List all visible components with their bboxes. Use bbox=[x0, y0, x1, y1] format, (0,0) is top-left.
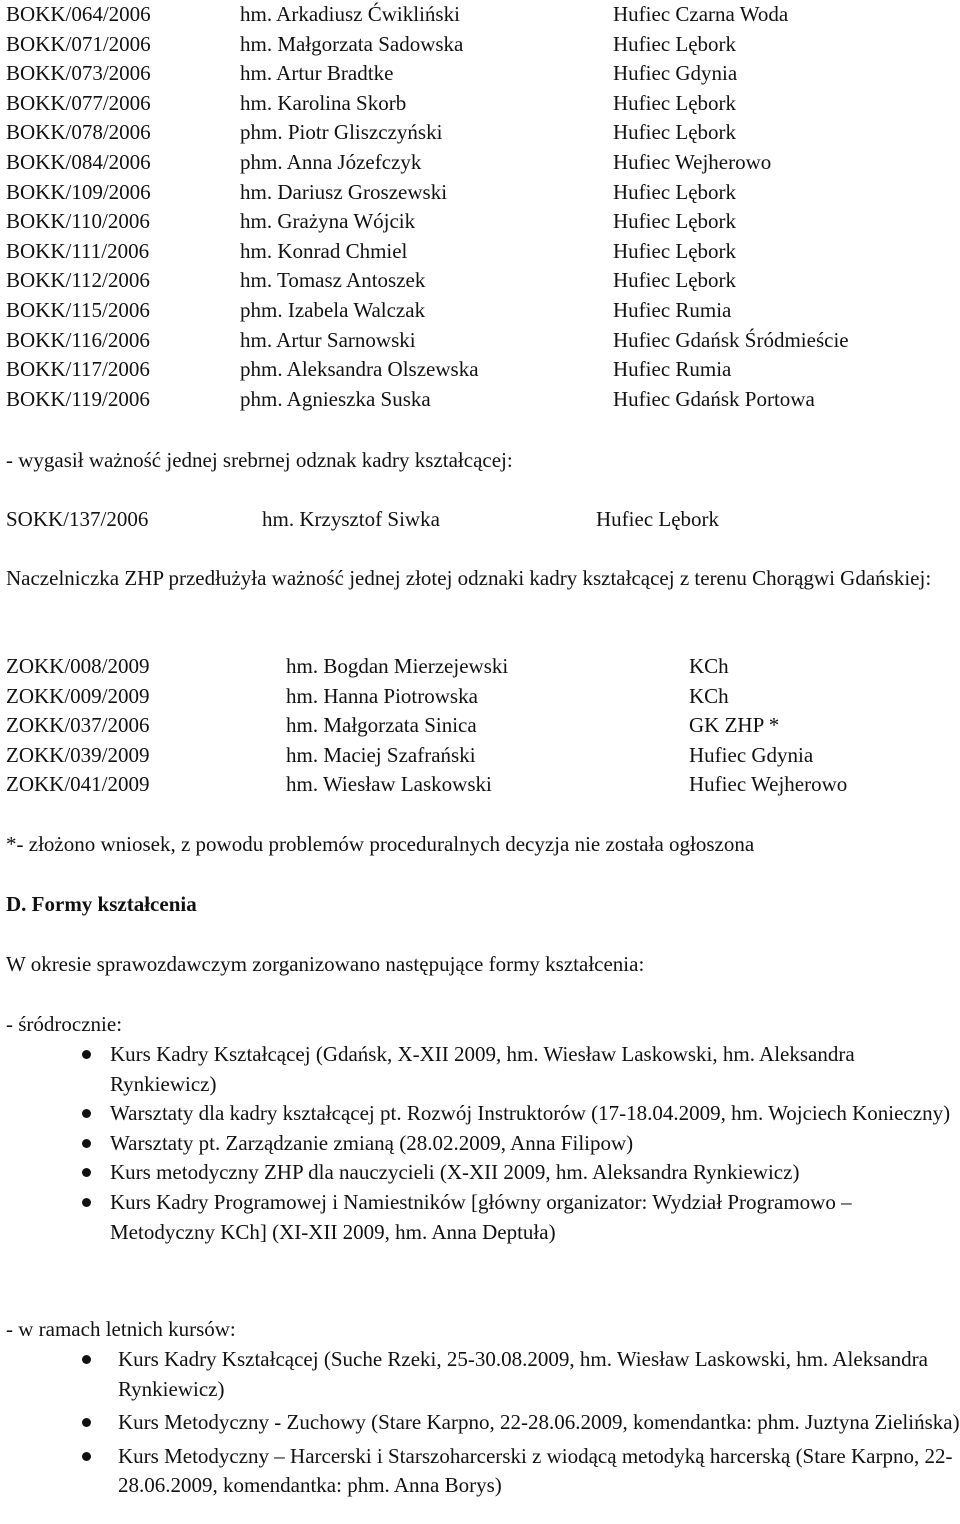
unit-name: Hufiec Lębork bbox=[613, 90, 737, 115]
table-row bbox=[0, 30, 960, 60]
person-name: hm. Konrad Chmiel bbox=[240, 238, 408, 263]
table-row bbox=[0, 89, 960, 119]
badge-number: BOKK/116/2006 bbox=[6, 327, 150, 352]
list-item-text: Kurs Kadry Kształcącej (Suche Rzeki, 25-30.08.2009, hm. Wiesław Laskowski, hm. Aleksandra Rynkiewicz) bbox=[118, 1347, 928, 1401]
gold-extension-text: Naczelniczka ZHP przedłużyła ważność jednej złotej odznaki kadry kształcącej z terenu Chorągwi Gdańskiej: bbox=[6, 566, 932, 590]
person-name: phm. Piotr Gliszczyński bbox=[240, 120, 443, 145]
person-name: hm. Artur Sarnowski bbox=[240, 327, 416, 352]
table-row bbox=[0, 148, 960, 178]
list-item-text: Kurs Kadry Programowej i Namiestników [główny organizator: Wydział Programowo – Metodyczny KCh] (XI-XII 2009, hm. Anna Deptuła) bbox=[110, 1189, 852, 1244]
bullet-icon bbox=[82, 1452, 91, 1461]
badge-number: BOKK/078/2006 bbox=[6, 120, 151, 145]
unit-name: Hufiec Lębork bbox=[613, 120, 737, 145]
unit-name: KCh bbox=[689, 654, 729, 678]
bronze-badge-table bbox=[0, 0, 960, 414]
person-name: hm. Małgorzata Sinica bbox=[286, 713, 477, 738]
list-item bbox=[118, 1408, 960, 1438]
gold-badge-table bbox=[0, 652, 960, 800]
table-row bbox=[0, 118, 960, 148]
list-item bbox=[118, 1345, 960, 1404]
badge-number: ZOKK/009/2009 bbox=[6, 683, 150, 708]
unit-name: Hufiec Czarna Woda bbox=[613, 2, 789, 26]
unit-name: Hufiec Lębork bbox=[613, 209, 737, 234]
intro-text: W okresie sprawozdawczym zorganizowano następujące formy kształcenia: bbox=[6, 952, 645, 976]
person-name: hm. Krzysztof Siwka bbox=[262, 507, 440, 531]
bullet-icon bbox=[82, 1355, 91, 1364]
table-row bbox=[0, 59, 960, 89]
person-name: hm. Dariusz Groszewski bbox=[240, 179, 448, 204]
person-name: hm. Małgorzata Sadowska bbox=[240, 31, 464, 56]
list-item-text: Kurs Metodyczny – Harcerski i Starszoharcerski z wiodącą metodyką harcerską (Stare Karpno, 22-28.06.2009, komendantka: phm. Anna Borys) bbox=[118, 1443, 953, 1498]
person-name: hm. Karolina Skorb bbox=[240, 90, 407, 115]
bullet-icon bbox=[82, 1418, 91, 1427]
footnote: *- złożono wniosek, z powodu problemów proceduralnych decyzja nie została ogłoszona bbox=[6, 832, 755, 856]
table-row bbox=[0, 682, 960, 712]
person-name: hm. Hanna Piotrowska bbox=[286, 683, 478, 708]
badge-number: BOKK/077/2006 bbox=[6, 90, 151, 115]
list-item bbox=[110, 1129, 960, 1159]
badge-number: ZOKK/037/2006 bbox=[6, 713, 150, 738]
table-row bbox=[0, 770, 960, 800]
badge-number: BOKK/064/2006 bbox=[6, 2, 151, 26]
person-name: hm. Tomasz Antoszek bbox=[240, 268, 426, 293]
section-title: D. Formy kształcenia bbox=[6, 892, 197, 916]
table-row bbox=[0, 0, 960, 30]
unit-name: Hufiec Rumia bbox=[613, 357, 732, 382]
bullet-icon bbox=[82, 1050, 91, 1059]
unit-name: Hufiec Gdańsk Śródmieście bbox=[613, 327, 849, 352]
badge-number: BOKK/110/2006 bbox=[6, 209, 150, 234]
summer-label: - w ramach letnich kursów: bbox=[6, 1317, 236, 1341]
list-item-text: Kurs metodyczny ZHP dla nauczycieli (X-XII 2009, hm. Aleksandra Rynkiewicz) bbox=[110, 1160, 800, 1185]
table-row bbox=[0, 652, 960, 682]
unit-name: Hufiec Lębork bbox=[613, 31, 737, 56]
badge-number: BOKK/117/2006 bbox=[6, 357, 150, 382]
unit-name: KCh bbox=[689, 683, 729, 708]
list-item-text: Kurs Metodyczny - Zuchowy (Stare Karpno, 22-28.06.2009, komendantka: phm. Juztyna Zielińska) bbox=[118, 1410, 960, 1435]
badge-number: BOKK/119/2006 bbox=[6, 386, 150, 411]
badge-number: SOKK/137/2006 bbox=[6, 507, 149, 531]
table-row bbox=[0, 385, 960, 415]
badge-number: BOKK/109/2006 bbox=[6, 179, 151, 204]
person-name: phm. Izabela Walczak bbox=[240, 297, 426, 322]
badge-number: BOKK/111/2006 bbox=[6, 238, 150, 263]
badge-number: ZOKK/008/2009 bbox=[6, 654, 150, 678]
unit-name: Hufiec Lębork bbox=[613, 268, 737, 293]
list-item bbox=[110, 1158, 960, 1188]
unit-name: Hufiec Wejherowo bbox=[689, 772, 848, 797]
silver-badge-row bbox=[0, 505, 960, 535]
list-item bbox=[110, 1188, 960, 1247]
person-name: phm. Aleksandra Olszewska bbox=[240, 357, 479, 382]
list-item bbox=[110, 1040, 960, 1099]
badge-number: ZOKK/039/2009 bbox=[6, 742, 150, 767]
table-row bbox=[0, 178, 960, 208]
silver-expired-heading: - wygasił ważność jednej srebrnej odznak kadry kształcącej: bbox=[6, 448, 513, 472]
unit-name: Hufiec Lębork bbox=[613, 238, 737, 263]
bullet-icon bbox=[82, 1168, 91, 1177]
unit-name: GK ZHP * bbox=[689, 713, 780, 738]
table-row bbox=[0, 711, 960, 741]
bullet-icon bbox=[82, 1109, 91, 1118]
during-year-label: - śródrocznie: bbox=[6, 1012, 123, 1036]
badge-number: BOKK/112/2006 bbox=[6, 268, 150, 293]
bullet-icon bbox=[82, 1139, 91, 1148]
list-item-text: Warsztaty pt. Zarządzanie zmianą (28.02.2009, Anna Filipow) bbox=[110, 1130, 634, 1155]
person-name: hm. Wiesław Laskowski bbox=[286, 772, 492, 797]
summer-list bbox=[118, 1345, 960, 1501]
person-name: hm. Artur Bradtke bbox=[240, 61, 394, 86]
person-name: hm. Grażyna Wójcik bbox=[240, 209, 416, 234]
unit-name: Hufiec Rumia bbox=[613, 297, 732, 322]
during-year-list bbox=[110, 1040, 960, 1247]
person-name: hm. Maciej Szafrański bbox=[286, 742, 476, 767]
badge-number: BOKK/084/2006 bbox=[6, 149, 151, 174]
person-name: hm. Arkadiusz Ćwikliński bbox=[240, 2, 460, 26]
unit-name: Hufiec Gdynia bbox=[689, 742, 814, 767]
table-row bbox=[0, 355, 960, 385]
table-row bbox=[0, 207, 960, 237]
list-item bbox=[118, 1442, 960, 1501]
badge-number: BOKK/115/2006 bbox=[6, 297, 150, 322]
table-row bbox=[0, 326, 960, 356]
badge-number: BOKK/071/2006 bbox=[6, 31, 151, 56]
table-row bbox=[0, 296, 960, 326]
unit-name: Hufiec Lębork bbox=[613, 179, 737, 204]
unit-name: Hufiec Wejherowo bbox=[613, 149, 772, 174]
list-item-text: Warsztaty dla kadry kształcącej pt. Rozwój Instruktorów (17-18.04.2009, hm. Wojciech Konieczny) bbox=[110, 1101, 951, 1126]
table-row bbox=[0, 266, 960, 296]
unit-name: Hufiec Gdańsk Portowa bbox=[613, 386, 815, 411]
person-name: phm. Agnieszka Suska bbox=[240, 386, 431, 411]
person-name: hm. Bogdan Mierzejewski bbox=[286, 654, 509, 678]
badge-number: ZOKK/041/2009 bbox=[6, 772, 150, 797]
table-row bbox=[0, 237, 960, 267]
list-item bbox=[110, 1099, 960, 1129]
unit-name: Hufiec Lębork bbox=[596, 507, 720, 531]
badge-number: BOKK/073/2006 bbox=[6, 61, 151, 86]
person-name: phm. Anna Józefczyk bbox=[240, 149, 422, 174]
table-row bbox=[0, 741, 960, 771]
bullet-icon bbox=[82, 1198, 91, 1207]
unit-name: Hufiec Gdynia bbox=[613, 61, 738, 86]
list-item-text: Kurs Kadry Kształcącej (Gdańsk, X-XII 2009, hm. Wiesław Laskowski, hm. Aleksandra Rynkiewicz) bbox=[110, 1042, 855, 1096]
